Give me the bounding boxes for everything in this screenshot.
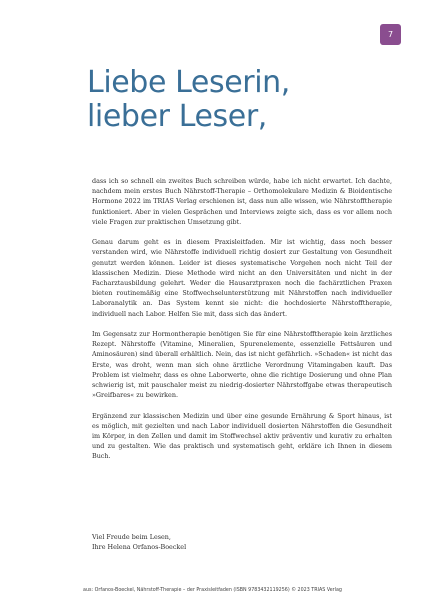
page-title xyxy=(87,66,397,134)
paragraph-complement: Ergänzend zur klassischen Medizin und über eine gesunde Ernährung & Sport hinaus, ist es möglich, mit gezielten und nach Labor individuell dosierten Nährstoffen die Gesundheit im Körper, in den Zellen und damit im Stoffwechsel aktiv präventiv und kurativ zu erhalten und zu gestalten. Wie das praktisch und systematisch geht, erkläre ich Ihnen in diesem Buch. xyxy=(92,411,392,461)
page-number-badge: 7 xyxy=(380,24,401,45)
paragraph-prescription: Im Gegensatz zur Hormontherapie benötigen Sie für eine Nährstofftherapie kein ärztliches Rezept. Nährstoffe (Vitamine, Mineralien, Spurenelemente, essenzielle Fettsäuren und Aminosäuren) sind überall erhältlich. Nein, das ist nicht gefährlich. »Schaden« ist nicht das Erste, was droht, wenn man sich ohne ärztliche Verordnung Vitamingaben kauft. Das Problem ist vielmehr, dass es ohne Laborwerte, ohne die richtige Dosierung und ohne Plan schwierig ist, mit pauschaler meist zu niedrig-dosierter Nährstoffgabe etwas therapeutisch »Greifbares« zu bewirken. xyxy=(92,330,392,400)
paragraph-purpose: Genau darum geht es in diesem Praxisleitfaden. Mir ist wichtig, dass noch besser verstanden wird, wie Nährstoffe individuell richtig dosiert zur Gestaltung von Gesundheit genutzt werden können. Leider ist dieses systematische Vorgehen noch nicht Teil der klassischen Medizin. Diese Methode wird nicht an den Universitäten und nicht in der Facharztausbildung gelehrt. Weder die Hausarztpraxen noch die fachärztlichen Praxen bieten routinemäßig eine Stoffwechselunterstützung mit Nährstoffen nach individueller Laboranalytik an. Das System kennt sie nicht: die hochdosierte Nährstofftherapie, individuell nach Labor. Helfen Sie mit, dass sich das ändert. xyxy=(92,238,392,318)
signature-greeting: Viel Freude beim Lesen, xyxy=(92,533,171,541)
signature-block xyxy=(92,532,392,552)
title-line-2: lieber Leser, xyxy=(87,99,267,134)
signature-name: Ihre Helena Orfanos-Boeckel xyxy=(92,543,187,552)
paragraph-intro: dass ich so schnell ein zweites Buch schreiben würde, habe ich nicht erwartet. Ich dachte, nachdem mein erstes Buch Nährstoff-Therapie – Orthomolekulare Medizin & Bioidentische Hormone 2022 im TRIAS Verlag erschienen ist, dass nun alle wissen, wie Nährstofftherapie funktioniert. Aber in vielen Gesprächen und Interviews zeigte sich, dass es vor allem noch viele Fragen zur praktischen Umsetzung gibt. xyxy=(92,177,392,226)
letter-body xyxy=(92,176,392,472)
title-line-1: Liebe Leserin, xyxy=(87,65,290,100)
copyright-footer: aus: Orfanos-Boeckel, Nährstoff-Therapie – der Praxisleitfaden (ISBN 9783432119256) © 2023 TRIAS Verlag xyxy=(83,588,342,593)
